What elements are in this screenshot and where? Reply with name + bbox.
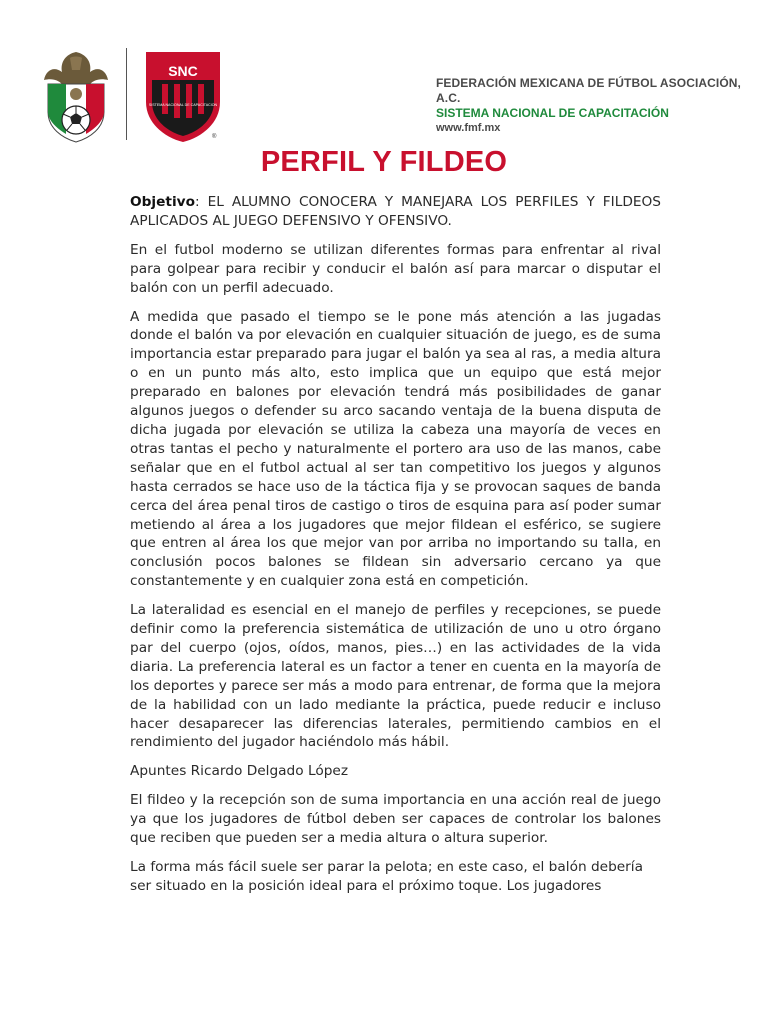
organization-name: FEDERACIÓN MEXICANA DE FÚTBOL ASOCIACIÓN, A.C. [436, 76, 741, 105]
snc-logo-text: SNC [168, 63, 198, 79]
document-header [0, 0, 768, 150]
document-body [130, 193, 661, 906]
snc-shield-icon [140, 44, 226, 144]
page-title: PERFIL Y FILDEO [260, 146, 508, 178]
organization-block [436, 76, 756, 135]
organization-subtitle: SISTEMA NACIONAL DE CAPACITACIÓN [436, 106, 669, 120]
body-paragraph: El fildeo y la recepción son de suma importancia en una acción real de juego ya que los jugadores de fútbol deben ser capaces de controlar los balones que reciben que pueden ser a media altura o altura superior. [130, 792, 661, 847]
body-paragraph: A medida que pasado el tiempo se le pone más atención a las jugadas donde el balón va por elevación en cualquier situación de juego, es de suma importancia estar preparado para jugar el balón ya sea al ras, a media altura o en un punto más alto, esto implica que un equipo que está mejor preparado en balones por elevación tendrá más posibilidades de ganar algunos juegos o defender su arco sacando ventaja de la buena disputa de dicha jugada por elevación se utiliza la cabeza una mayoría de veces en otras tantas el pecho y naturalmente el portero ara uso de las manos, cabe señalar que en el futbol actual al ser tan competitivo los juegos y algunos hasta cerrados se hace uso de la táctica fija y se provocan saques de banda cerca del área penal tiros de castigo o tiros de esquina para así poder sumar metiendo al área a los jugadores que mejor fildean el esférico, se sugiere que entren al área los que mejor van por arriba no importando su talla, en conclusión pocos balones se fildean sin adversario cercano ya que constantemente y en cualquier zona está en competición. [130, 308, 661, 590]
svg-text:®: ® [212, 134, 217, 140]
body-paragraph: En el futbol moderno se utilizan diferentes formas para enfrentar al rival para golpear para recibir y conducir el balón así para marcar o disputar el balón con un perfil adecuado. [130, 241, 661, 296]
objective-paragraph [130, 193, 661, 231]
body-paragraph: La forma más fácil suele ser parar la pelota; en este caso, el balón debería ser situado en la posición ideal para el próximo toque. Los jugadores [130, 859, 644, 894]
header-divider [126, 48, 127, 140]
objective-text: : EL ALUMNO CONOCERA Y MANEJARA LOS PERFILES Y FILDEOS APLICADOS AL JUEGO DEFENSIVO Y OFENSIVO. [130, 194, 661, 229]
snc-logo-subtext: SISTEMA NACIONAL DE CAPACITACION [148, 103, 218, 107]
body-paragraph: La lateralidad es esencial en el manejo de perfiles y recepciones, se puede definir como la preferencia sistemática de utilización de uno u otro órgano par del cuerpo (ojos, oídos, manos, pies…) en las actividades de la vida diaria. La preferencia lateral es un factor a tener en cuenta en la mayoría de los deportes y parece ser más a modo para entrenar, de forma que la mejora de la habilidad con un lado mediante la práctica, puede reducir e incluso hacer desaparecer las diferencias laterales, permitiendo cambios en el rendimiento del jugador haciéndolo más hábil. [130, 602, 661, 751]
fmf-crest-icon [36, 48, 116, 144]
organization-website: www.fmf.mx [436, 122, 501, 134]
attribution-line: Apuntes Ricardo Delgado López [130, 763, 349, 780]
objective-label: Objetivo [130, 194, 195, 210]
